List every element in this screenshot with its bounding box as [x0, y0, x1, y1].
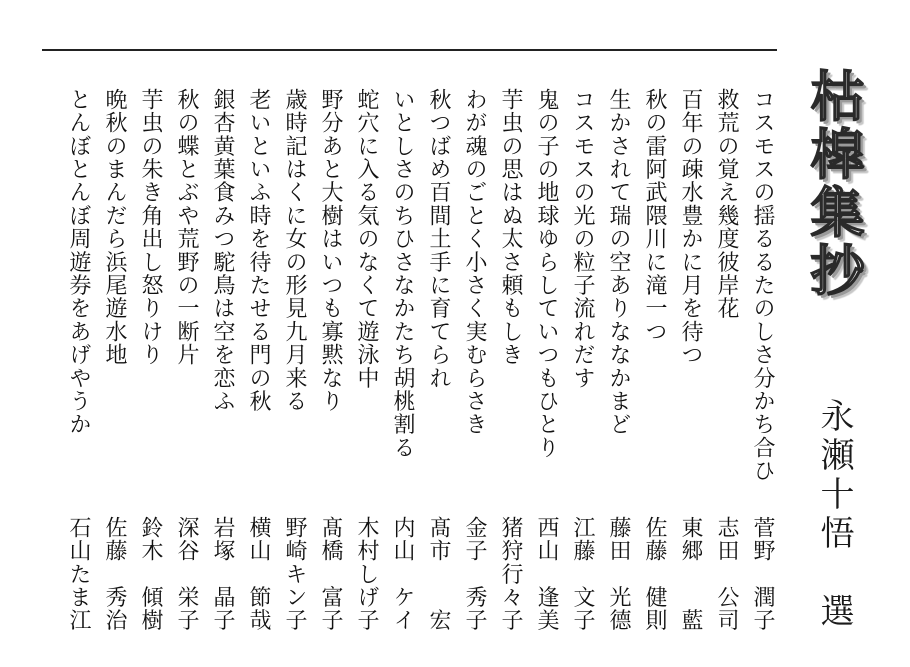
poem-author: 菅野 潤子: [750, 516, 775, 632]
poem-author: 内山 ケイ: [390, 516, 415, 632]
poem-verse: コスモスの揺るるたのしさ分かち合ひ: [750, 88, 775, 483]
poem-verse: いとしさのちひさなかたち胡桃割る: [390, 88, 415, 460]
poem-author: 横山 節哉: [246, 516, 271, 632]
poem-verse: 生かされて瑞の空ありななかまど: [606, 88, 631, 436]
poem-verse: わが魂のごとく小さく実むらさき: [462, 88, 487, 436]
poem-verse: 歳時記はくに女の形見九月来る: [282, 88, 307, 413]
poem-verse: 芋虫の思はぬ太さ頼もしき: [498, 88, 523, 367]
poem-column: [310, 88, 346, 648]
poem-author: 髙橋 富子: [318, 516, 343, 632]
poem-list: [58, 88, 778, 648]
poem-author: 志田 公司: [714, 516, 739, 632]
selector-name: 永瀬十悟 選: [814, 398, 854, 632]
poem-author: 髙市 宏: [426, 516, 451, 632]
poem-column: [274, 88, 310, 648]
poem-column: [706, 88, 742, 648]
poem-author: 岩塚 晶子: [210, 516, 235, 632]
poem-verse: 秋つばめ百間土手に育てられ: [426, 88, 451, 390]
poem-author: 江藤 文子: [570, 516, 595, 632]
poem-author: 佐藤 健則: [642, 516, 667, 632]
poem-column: [742, 88, 778, 648]
poem-column: [130, 88, 166, 648]
poem-author: 金子 秀子: [462, 516, 487, 632]
poem-verse: 救荒の覚え幾度彼岸花: [714, 88, 739, 320]
poem-verse: 鬼の子の地球ゆらしていつもひとり: [534, 88, 559, 460]
poem-column: [454, 88, 490, 648]
poem-verse: 野分あと大樹はいつも寡黙なり: [318, 88, 343, 413]
poem-column: [670, 88, 706, 648]
poem-column: [526, 88, 562, 648]
poem-verse: 芋虫の朱き角出し怒りけり: [138, 88, 163, 367]
poem-column: [346, 88, 382, 648]
poem-column: [634, 88, 670, 648]
poem-column: [238, 88, 274, 648]
poem-column: [490, 88, 526, 648]
poem-author: 佐藤 秀治: [102, 516, 127, 632]
poem-author: 野崎キン子: [282, 516, 307, 632]
poem-author: 西山 逢美: [534, 516, 559, 632]
poem-author: 藤田 光德: [606, 516, 631, 632]
poem-author: 猪狩行々子: [498, 516, 523, 632]
page-title: 枯槹集抄: [802, 68, 865, 300]
poem-column: [598, 88, 634, 648]
poem-author: 深谷 栄子: [174, 516, 199, 632]
poem-verse: 秋の蝶とぶや荒野の一断片: [174, 88, 199, 367]
top-rule: [42, 49, 777, 51]
poem-author: 木村しげ子: [354, 516, 379, 632]
poem-author: 石山たま江: [66, 516, 91, 632]
poem-column: [418, 88, 454, 648]
poem-column: [202, 88, 238, 648]
poem-verse: 秋の雷阿武隈川に滝一つ: [642, 88, 667, 344]
poem-column: [382, 88, 418, 648]
poem-author: 東郷 藍: [678, 516, 703, 632]
poem-verse: 銀杏黄葉食みつ駝鳥は空を恋ふ: [210, 88, 235, 413]
poem-verse: 晩秋のまんだら浜尾遊水地: [102, 88, 127, 367]
poem-column: [58, 88, 94, 648]
poem-verse: とんぼとんぼ周遊券をあげやうか: [66, 88, 91, 436]
poem-column: [166, 88, 202, 648]
poem-author: 鈴木 傾樹: [138, 516, 163, 632]
poem-verse: コスモスの光の粒子流れだす: [570, 88, 595, 390]
poem-verse: 蛇穴に入る気のなくて遊泳中: [354, 88, 379, 390]
poem-column: [94, 88, 130, 648]
poem-verse: 老いといふ時を待たせる門の秋: [246, 88, 271, 413]
poem-verse: 百年の疎水豊かに月を待つ: [678, 88, 703, 367]
poem-column: [562, 88, 598, 648]
